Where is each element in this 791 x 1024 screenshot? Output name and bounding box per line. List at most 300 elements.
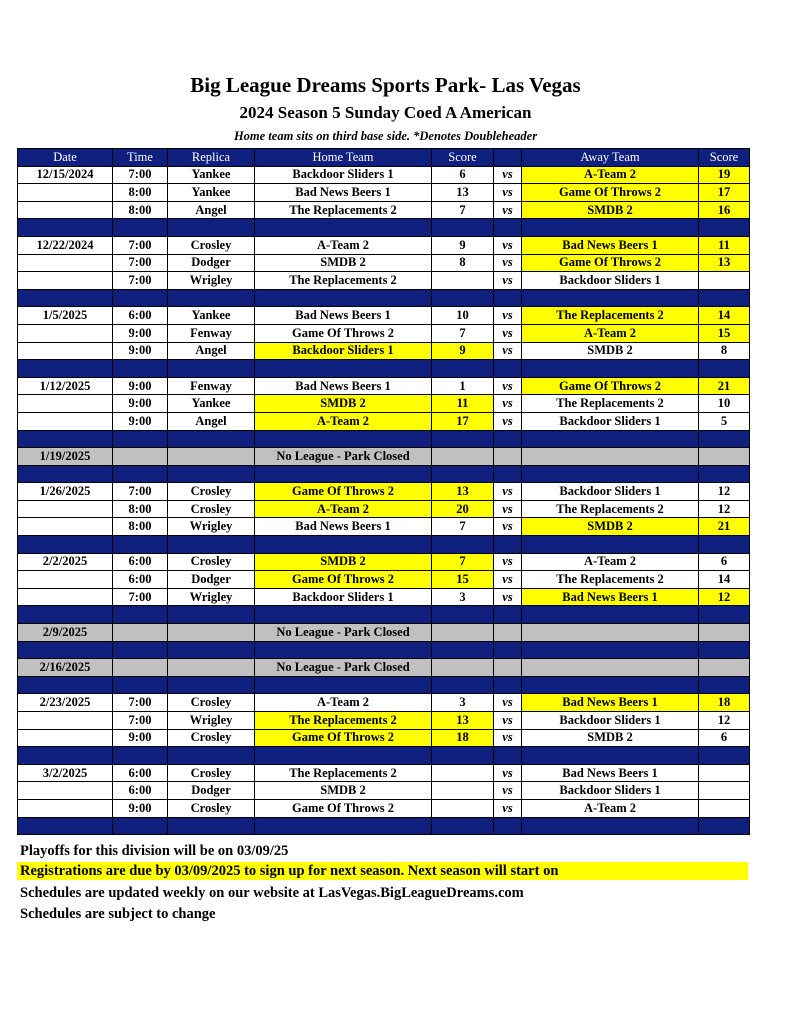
away-score-cell: 5 bbox=[699, 412, 750, 430]
away-team-cell: SMDB 2 bbox=[522, 342, 699, 360]
date-cell bbox=[18, 571, 113, 589]
vs-cell: vs bbox=[494, 272, 522, 290]
spacer-row bbox=[18, 465, 750, 483]
home-team-cell: The Replacements 2 bbox=[255, 201, 432, 219]
time-cell: 9:00 bbox=[113, 324, 168, 342]
date-cell bbox=[18, 184, 113, 202]
home-team-cell: A-Team 2 bbox=[255, 412, 432, 430]
date-cell: 12/15/2024 bbox=[18, 166, 113, 184]
spacer-cell bbox=[255, 676, 432, 694]
game-row bbox=[18, 500, 750, 518]
replica-cell: Yankee bbox=[168, 395, 255, 413]
spacer-row bbox=[18, 606, 750, 624]
spacer-cell bbox=[432, 219, 494, 237]
away-team-cell: Bad News Beers 1 bbox=[522, 694, 699, 712]
vs-cell: vs bbox=[494, 395, 522, 413]
home-team-cell: Bad News Beers 1 bbox=[255, 307, 432, 325]
game-row bbox=[18, 712, 750, 730]
spacer-cell bbox=[494, 676, 522, 694]
game-row bbox=[18, 553, 750, 571]
spacer-cell bbox=[494, 536, 522, 554]
closed-notice: No League - Park Closed bbox=[255, 659, 432, 677]
spacer-row bbox=[18, 360, 750, 378]
home-team-cell: Backdoor Sliders 1 bbox=[255, 588, 432, 606]
spacer-cell bbox=[699, 219, 750, 237]
replica-cell bbox=[168, 659, 255, 677]
spacer-cell bbox=[168, 465, 255, 483]
time-cell: 9:00 bbox=[113, 412, 168, 430]
away-team-cell: SMDB 2 bbox=[522, 729, 699, 747]
table-header-row bbox=[18, 149, 750, 167]
spacer-cell bbox=[432, 641, 494, 659]
replica-cell: Crosley bbox=[168, 483, 255, 501]
home-score-cell: 9 bbox=[432, 342, 494, 360]
spacer-cell bbox=[494, 606, 522, 624]
spacer-cell bbox=[255, 641, 432, 659]
time-cell: 8:00 bbox=[113, 500, 168, 518]
date-cell: 2/23/2025 bbox=[18, 694, 113, 712]
time-cell: 6:00 bbox=[113, 764, 168, 782]
replica-cell: Yankee bbox=[168, 184, 255, 202]
time-cell: 8:00 bbox=[113, 184, 168, 202]
col-header-date: Date bbox=[18, 149, 113, 167]
home-team-cell: Backdoor Sliders 1 bbox=[255, 342, 432, 360]
time-cell: 7:00 bbox=[113, 588, 168, 606]
replica-cell: Wrigley bbox=[168, 272, 255, 290]
game-row bbox=[18, 166, 750, 184]
away-team-cell: Bad News Beers 1 bbox=[522, 764, 699, 782]
away-team-cell: The Replacements 2 bbox=[522, 500, 699, 518]
spacer-cell bbox=[113, 817, 168, 835]
game-row bbox=[18, 799, 750, 817]
spacer-cell bbox=[522, 641, 699, 659]
time-cell: 7:00 bbox=[113, 712, 168, 730]
spacer-cell bbox=[522, 747, 699, 765]
spacer-cell bbox=[522, 606, 699, 624]
disclaimer-note: Schedules are subject to change bbox=[20, 906, 216, 922]
spacer-row bbox=[18, 536, 750, 554]
spacer-cell bbox=[494, 465, 522, 483]
spacer-row bbox=[18, 430, 750, 448]
replica-cell: Angel bbox=[168, 201, 255, 219]
time-cell: 7:00 bbox=[113, 272, 168, 290]
spacer-cell bbox=[18, 430, 113, 448]
col-header-away-score: Score bbox=[699, 149, 750, 167]
home-score-cell: 13 bbox=[432, 483, 494, 501]
home-team-cell: A-Team 2 bbox=[255, 694, 432, 712]
away-score-cell: 10 bbox=[699, 395, 750, 413]
time-cell: 8:00 bbox=[113, 518, 168, 536]
home-score-cell: 11 bbox=[432, 395, 494, 413]
spacer-cell bbox=[494, 430, 522, 448]
spacer-cell bbox=[432, 536, 494, 554]
time-cell: 9:00 bbox=[113, 395, 168, 413]
home-score-cell: 7 bbox=[432, 201, 494, 219]
col-header-replica: Replica bbox=[168, 149, 255, 167]
vs-cell: vs bbox=[494, 571, 522, 589]
home-team-cell: Bad News Beers 1 bbox=[255, 518, 432, 536]
game-row bbox=[18, 342, 750, 360]
spacer-cell bbox=[699, 289, 750, 307]
home-team-cell: SMDB 2 bbox=[255, 782, 432, 800]
date-cell: 1/19/2025 bbox=[18, 448, 113, 466]
away-team-cell: Backdoor Sliders 1 bbox=[522, 272, 699, 290]
away-score-cell: 12 bbox=[699, 483, 750, 501]
replica-cell bbox=[168, 448, 255, 466]
vs-cell: vs bbox=[494, 518, 522, 536]
home-team-cell: Bad News Beers 1 bbox=[255, 377, 432, 395]
time-cell: 6:00 bbox=[113, 571, 168, 589]
time-cell: 7:00 bbox=[113, 694, 168, 712]
away-score-cell: 16 bbox=[699, 201, 750, 219]
home-score-cell: 9 bbox=[432, 236, 494, 254]
home-score-cell bbox=[432, 448, 494, 466]
date-cell bbox=[18, 729, 113, 747]
spacer-cell bbox=[432, 817, 494, 835]
spacer-cell bbox=[699, 606, 750, 624]
time-cell: 8:00 bbox=[113, 201, 168, 219]
game-row bbox=[18, 571, 750, 589]
home-team-cell: Bad News Beers 1 bbox=[255, 184, 432, 202]
away-score-cell bbox=[699, 272, 750, 290]
col-header-vs bbox=[494, 149, 522, 167]
spacer-cell bbox=[432, 676, 494, 694]
replica-cell: Crosley bbox=[168, 694, 255, 712]
spacer-cell bbox=[18, 817, 113, 835]
time-cell: 9:00 bbox=[113, 377, 168, 395]
home-team-cell: Game Of Throws 2 bbox=[255, 571, 432, 589]
replica-cell: Wrigley bbox=[168, 712, 255, 730]
spacer-cell bbox=[699, 360, 750, 378]
home-team-cell: The Replacements 2 bbox=[255, 764, 432, 782]
spacer-cell bbox=[18, 360, 113, 378]
vs-cell: vs bbox=[494, 184, 522, 202]
col-header-away-team: Away Team bbox=[522, 149, 699, 167]
spacer-cell bbox=[168, 676, 255, 694]
home-score-cell: 3 bbox=[432, 588, 494, 606]
home-team-cell: Game Of Throws 2 bbox=[255, 324, 432, 342]
date-cell bbox=[18, 324, 113, 342]
game-row bbox=[18, 236, 750, 254]
date-cell: 1/26/2025 bbox=[18, 483, 113, 501]
spacer-cell bbox=[432, 606, 494, 624]
replica-cell: Crosley bbox=[168, 236, 255, 254]
spacer-cell bbox=[522, 465, 699, 483]
game-row bbox=[18, 764, 750, 782]
spacer-cell bbox=[522, 536, 699, 554]
game-row bbox=[18, 412, 750, 430]
date-cell: 12/22/2024 bbox=[18, 236, 113, 254]
schedule-table bbox=[17, 148, 750, 835]
away-team-cell: Game Of Throws 2 bbox=[522, 377, 699, 395]
spacer-cell bbox=[113, 676, 168, 694]
spacer-cell bbox=[113, 360, 168, 378]
spacer-cell bbox=[18, 536, 113, 554]
spacer-cell bbox=[699, 676, 750, 694]
closed-row bbox=[18, 448, 750, 466]
date-cell bbox=[18, 712, 113, 730]
playoffs-note: Playoffs for this division will be on 03/09/25 bbox=[20, 843, 289, 859]
time-cell bbox=[113, 448, 168, 466]
spacer-cell bbox=[522, 219, 699, 237]
vs-cell: vs bbox=[494, 342, 522, 360]
closed-notice: No League - Park Closed bbox=[255, 448, 432, 466]
spacer-cell bbox=[699, 430, 750, 448]
vs-cell: vs bbox=[494, 782, 522, 800]
spacer-cell bbox=[168, 606, 255, 624]
game-row bbox=[18, 782, 750, 800]
home-team-cell: Game Of Throws 2 bbox=[255, 729, 432, 747]
away-score-cell bbox=[699, 764, 750, 782]
schedule-body bbox=[18, 166, 750, 835]
spacer-cell bbox=[168, 747, 255, 765]
spacer-cell bbox=[168, 430, 255, 448]
website-note: Schedules are updated weekly on our website at LasVegas.BigLeagueDreams.com bbox=[20, 885, 524, 901]
col-header-time: Time bbox=[113, 149, 168, 167]
spacer-cell bbox=[494, 747, 522, 765]
spacer-cell bbox=[699, 465, 750, 483]
replica-cell: Crosley bbox=[168, 729, 255, 747]
spacer-row bbox=[18, 289, 750, 307]
spacer-cell bbox=[113, 747, 168, 765]
replica-cell: Yankee bbox=[168, 307, 255, 325]
home-team-cell: A-Team 2 bbox=[255, 500, 432, 518]
date-cell bbox=[18, 588, 113, 606]
spacer-cell bbox=[18, 219, 113, 237]
vs-cell: vs bbox=[494, 500, 522, 518]
away-score-cell: 21 bbox=[699, 518, 750, 536]
spacer-cell bbox=[255, 360, 432, 378]
date-cell bbox=[18, 500, 113, 518]
away-score-cell: 12 bbox=[699, 588, 750, 606]
home-score-cell bbox=[432, 272, 494, 290]
replica-cell: Crosley bbox=[168, 764, 255, 782]
date-cell: 1/5/2025 bbox=[18, 307, 113, 325]
spacer-cell bbox=[494, 641, 522, 659]
date-cell: 2/9/2025 bbox=[18, 624, 113, 642]
away-score-cell: 21 bbox=[699, 377, 750, 395]
away-score-cell: 19 bbox=[699, 166, 750, 184]
home-score-cell bbox=[432, 624, 494, 642]
time-cell: 6:00 bbox=[113, 307, 168, 325]
home-score-cell: 18 bbox=[432, 729, 494, 747]
home-score-cell bbox=[432, 799, 494, 817]
vs-cell bbox=[494, 448, 522, 466]
spacer-cell bbox=[494, 219, 522, 237]
away-team-cell: A-Team 2 bbox=[522, 553, 699, 571]
home-team-cell: Backdoor Sliders 1 bbox=[255, 166, 432, 184]
away-score-cell: 12 bbox=[699, 500, 750, 518]
page-title: Big League Dreams Sports Park- Las Vegas bbox=[190, 73, 581, 97]
date-cell bbox=[18, 782, 113, 800]
spacer-row bbox=[18, 219, 750, 237]
away-team-cell: Backdoor Sliders 1 bbox=[522, 782, 699, 800]
away-team-cell: Game Of Throws 2 bbox=[522, 254, 699, 272]
home-score-cell: 15 bbox=[432, 571, 494, 589]
spacer-cell bbox=[255, 219, 432, 237]
away-team-cell bbox=[522, 659, 699, 677]
vs-cell: vs bbox=[494, 201, 522, 219]
home-score-cell: 1 bbox=[432, 377, 494, 395]
spacer-cell bbox=[18, 289, 113, 307]
away-score-cell: 6 bbox=[699, 729, 750, 747]
page-subtitle: 2024 Season 5 Sunday Coed A American bbox=[239, 103, 532, 122]
away-team-cell: A-Team 2 bbox=[522, 799, 699, 817]
spacer-cell bbox=[255, 465, 432, 483]
replica-cell: Crosley bbox=[168, 500, 255, 518]
date-cell: 3/2/2025 bbox=[18, 764, 113, 782]
vs-cell: vs bbox=[494, 307, 522, 325]
page-note: Home team sits on third base side. *Denotes Doubleheader bbox=[233, 129, 538, 143]
replica-cell: Crosley bbox=[168, 799, 255, 817]
away-score-cell bbox=[699, 659, 750, 677]
spacer-cell bbox=[113, 536, 168, 554]
away-team-cell: Bad News Beers 1 bbox=[522, 588, 699, 606]
date-cell: 2/16/2025 bbox=[18, 659, 113, 677]
home-score-cell: 13 bbox=[432, 184, 494, 202]
home-team-cell: SMDB 2 bbox=[255, 395, 432, 413]
time-cell: 7:00 bbox=[113, 166, 168, 184]
spacer-cell bbox=[432, 360, 494, 378]
spacer-cell bbox=[255, 606, 432, 624]
vs-cell: vs bbox=[494, 166, 522, 184]
game-row bbox=[18, 588, 750, 606]
vs-cell: vs bbox=[494, 799, 522, 817]
away-score-cell: 11 bbox=[699, 236, 750, 254]
vs-cell bbox=[494, 624, 522, 642]
away-score-cell: 12 bbox=[699, 712, 750, 730]
home-score-cell bbox=[432, 659, 494, 677]
home-score-cell: 7 bbox=[432, 324, 494, 342]
date-cell bbox=[18, 799, 113, 817]
home-score-cell: 10 bbox=[432, 307, 494, 325]
home-score-cell: 7 bbox=[432, 553, 494, 571]
vs-cell: vs bbox=[494, 588, 522, 606]
spacer-cell bbox=[18, 606, 113, 624]
game-row bbox=[18, 324, 750, 342]
vs-cell: vs bbox=[494, 412, 522, 430]
replica-cell bbox=[168, 624, 255, 642]
spacer-cell bbox=[255, 747, 432, 765]
time-cell: 6:00 bbox=[113, 553, 168, 571]
spacer-cell bbox=[494, 360, 522, 378]
spacer-cell bbox=[699, 817, 750, 835]
home-team-cell: A-Team 2 bbox=[255, 236, 432, 254]
game-row bbox=[18, 254, 750, 272]
home-score-cell bbox=[432, 764, 494, 782]
away-score-cell: 8 bbox=[699, 342, 750, 360]
date-cell bbox=[18, 272, 113, 290]
game-row bbox=[18, 729, 750, 747]
vs-cell: vs bbox=[494, 764, 522, 782]
away-team-cell: Game Of Throws 2 bbox=[522, 184, 699, 202]
away-team-cell: Backdoor Sliders 1 bbox=[522, 712, 699, 730]
date-cell bbox=[18, 412, 113, 430]
away-score-cell bbox=[699, 782, 750, 800]
game-row bbox=[18, 694, 750, 712]
spacer-cell bbox=[494, 289, 522, 307]
replica-cell: Yankee bbox=[168, 166, 255, 184]
time-cell bbox=[113, 624, 168, 642]
spacer-cell bbox=[113, 219, 168, 237]
game-row bbox=[18, 377, 750, 395]
spacer-cell bbox=[699, 747, 750, 765]
spacer-row bbox=[18, 817, 750, 835]
spacer-cell bbox=[168, 817, 255, 835]
time-cell bbox=[113, 659, 168, 677]
replica-cell: Angel bbox=[168, 412, 255, 430]
away-score-cell: 15 bbox=[699, 324, 750, 342]
away-score-cell: 14 bbox=[699, 307, 750, 325]
away-team-cell: A-Team 2 bbox=[522, 324, 699, 342]
spacer-cell bbox=[522, 676, 699, 694]
col-header-home-score: Score bbox=[432, 149, 494, 167]
home-score-cell: 3 bbox=[432, 694, 494, 712]
away-score-cell: 18 bbox=[699, 694, 750, 712]
home-score-cell: 17 bbox=[432, 412, 494, 430]
vs-cell: vs bbox=[494, 553, 522, 571]
spacer-cell bbox=[255, 430, 432, 448]
col-header-home-team: Home Team bbox=[255, 149, 432, 167]
spacer-cell bbox=[699, 536, 750, 554]
spacer-row bbox=[18, 641, 750, 659]
spacer-cell bbox=[113, 606, 168, 624]
away-team-cell: Bad News Beers 1 bbox=[522, 236, 699, 254]
spacer-cell bbox=[522, 430, 699, 448]
replica-cell: Dodger bbox=[168, 254, 255, 272]
spacer-cell bbox=[113, 289, 168, 307]
home-score-cell: 20 bbox=[432, 500, 494, 518]
replica-cell: Wrigley bbox=[168, 518, 255, 536]
date-cell bbox=[18, 342, 113, 360]
spacer-cell bbox=[432, 430, 494, 448]
away-team-cell bbox=[522, 624, 699, 642]
home-team-cell: Game Of Throws 2 bbox=[255, 799, 432, 817]
replica-cell: Crosley bbox=[168, 553, 255, 571]
vs-cell bbox=[494, 659, 522, 677]
date-cell bbox=[18, 254, 113, 272]
spacer-cell bbox=[168, 360, 255, 378]
game-row bbox=[18, 184, 750, 202]
home-score-cell: 7 bbox=[432, 518, 494, 536]
spacer-cell bbox=[168, 219, 255, 237]
away-team-cell: A-Team 2 bbox=[522, 166, 699, 184]
away-team-cell: The Replacements 2 bbox=[522, 571, 699, 589]
game-row bbox=[18, 483, 750, 501]
vs-cell: vs bbox=[494, 324, 522, 342]
away-team-cell: The Replacements 2 bbox=[522, 307, 699, 325]
spacer-cell bbox=[113, 641, 168, 659]
time-cell: 9:00 bbox=[113, 799, 168, 817]
spacer-cell bbox=[168, 536, 255, 554]
replica-cell: Fenway bbox=[168, 324, 255, 342]
away-team-cell: Backdoor Sliders 1 bbox=[522, 412, 699, 430]
spacer-cell bbox=[18, 747, 113, 765]
spacer-cell bbox=[432, 465, 494, 483]
registration-note: Registrations are due by 03/09/2025 to sign up for next season. Next season will start on bbox=[17, 862, 748, 880]
date-cell bbox=[18, 518, 113, 536]
vs-cell: vs bbox=[494, 377, 522, 395]
away-team-cell bbox=[522, 448, 699, 466]
away-score-cell: 14 bbox=[699, 571, 750, 589]
spacer-cell bbox=[522, 289, 699, 307]
spacer-cell bbox=[432, 747, 494, 765]
spacer-cell bbox=[18, 676, 113, 694]
home-team-cell: Game Of Throws 2 bbox=[255, 483, 432, 501]
time-cell: 7:00 bbox=[113, 254, 168, 272]
spacer-cell bbox=[494, 817, 522, 835]
away-team-cell: SMDB 2 bbox=[522, 518, 699, 536]
